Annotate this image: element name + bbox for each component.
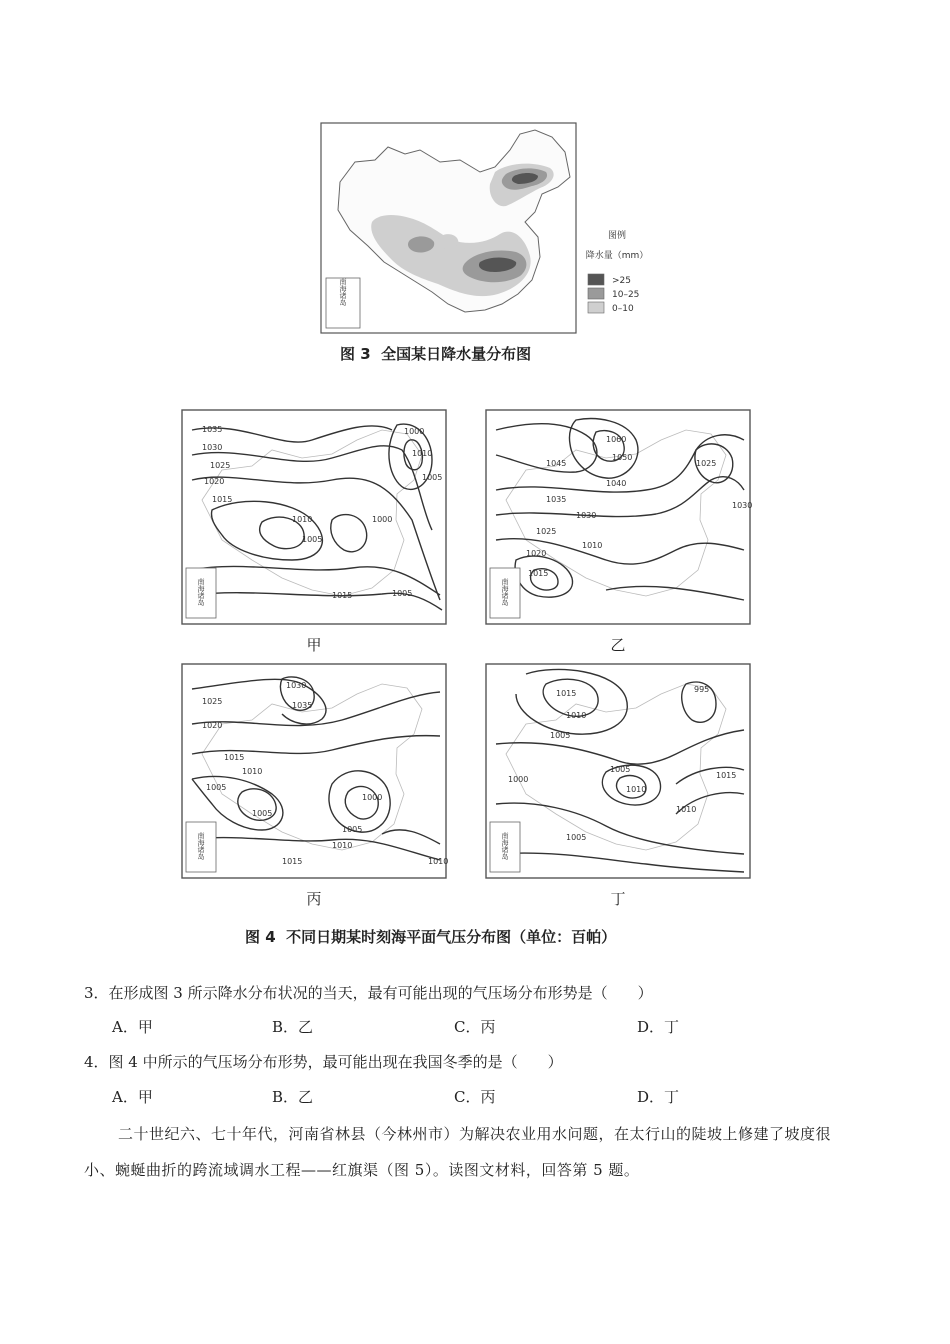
question-3-option-c[interactable]: C．丙: [454, 1018, 496, 1036]
question-3-option-d[interactable]: D．丁: [637, 1018, 680, 1036]
isobar-value-label: 1010: [428, 857, 449, 866]
isobar-value-label: 1010: [292, 515, 313, 524]
fig3-legend-label: 0–10: [612, 304, 634, 314]
isobar-value-label: 1005: [610, 765, 631, 774]
isobar-value-label: 1010: [582, 541, 603, 550]
isobar-value-label: 1005: [206, 783, 227, 792]
fig3-legend-title: 图例: [607, 231, 627, 241]
inset-label: 南海诸岛: [501, 832, 509, 860]
passage-line-1: 二十世纪六、七十年代，河南省林县（今林州市）为解决农业用水问题，在太行山的陡坡上修建了坡度很: [118, 1125, 832, 1143]
fig3-inset-label: 南海诸岛: [339, 278, 347, 306]
panel-label: 乙: [610, 636, 626, 654]
isobar-value-label: 1005: [392, 589, 413, 598]
isobar-value-label: 1005: [566, 833, 587, 842]
isobar-value-label: 1005: [550, 731, 571, 740]
isobar-value-label: 1060: [606, 435, 627, 444]
question-3-option-b[interactable]: B．乙: [272, 1018, 314, 1036]
question-3-option-a[interactable]: A．甲: [112, 1018, 153, 1036]
isobar-value-label: 1010: [412, 449, 433, 458]
isobar-value-label: 1025: [210, 461, 231, 470]
isobar-value-label: 1005: [252, 809, 273, 818]
isobar-value-label: 1000: [508, 775, 529, 784]
isobar-value-label: 1015: [716, 771, 737, 780]
fig3-legend-swatch: [588, 274, 604, 285]
question-4-option-c[interactable]: C．丙: [454, 1088, 496, 1106]
isobar-value-label: 1010: [332, 841, 353, 850]
isobar-panel-4: [486, 664, 750, 878]
isobar-panel-3: [182, 664, 448, 878]
isobar-value-label: 1035: [292, 701, 313, 710]
isobar-value-label: 1030: [732, 501, 753, 510]
isobar-value-label: 1000: [362, 793, 383, 802]
isobar-value-label: 1020: [202, 721, 223, 730]
isobar-value-label: 1005: [422, 473, 443, 482]
isobar-value-label: 1005: [342, 825, 363, 834]
isobar-value-label: 1045: [546, 459, 567, 468]
isobar-value-label: 1005: [302, 535, 323, 544]
isobar-value-label: 1025: [536, 527, 557, 536]
fig3-legend-label: >25: [612, 276, 631, 286]
panel-label: 丙: [306, 890, 322, 908]
isobar-value-label: 1015: [332, 591, 353, 600]
passage-line-2: 小、蜿蜒曲折的跨流域调水工程——红旗渠（图 5）。读图文材料，回答第 5 题。: [84, 1161, 640, 1179]
isobar-panel-2: [486, 410, 752, 624]
figure-3-caption: 图 3 全国某日降水量分布图: [340, 345, 532, 363]
question-4-option-d[interactable]: D．丁: [637, 1088, 680, 1106]
isobar-value-label: 1035: [546, 495, 567, 504]
isobar-value-label: 1025: [202, 697, 223, 706]
figure-3-precip-map: [320, 122, 660, 334]
isobar-value-label: 1030: [576, 511, 597, 520]
fig3-legend-label: 10–25: [612, 290, 640, 300]
isobar-value-label: 1015: [282, 857, 303, 866]
isobar-value-label: 1020: [526, 549, 547, 558]
isobar-value-label: 1030: [202, 443, 223, 452]
fig3-legend: [588, 274, 639, 314]
panel-label: 甲: [306, 636, 322, 654]
fig3-legend-subtitle: 降水量（mm）: [585, 251, 649, 261]
isobar-value-label: 1040: [606, 479, 627, 488]
isobar-value-label: 1015: [556, 689, 577, 698]
isobar-value-label: 1020: [204, 477, 225, 486]
isobar-value-label: 1010: [626, 785, 647, 794]
isobar-value-label: 1035: [202, 425, 223, 434]
inset-label: 南海诸岛: [501, 578, 509, 606]
isobar-value-label: 1015: [528, 569, 549, 578]
question-4-option-a[interactable]: A．甲: [112, 1088, 153, 1106]
isobar-panel-1: [182, 410, 446, 624]
isobar-value-label: 995: [694, 685, 710, 694]
fig3-legend-swatch: [588, 302, 604, 313]
isobar-value-label: 1030: [286, 681, 307, 690]
figure-4-caption: 图 4 不同日期某时刻海平面气压分布图（单位：百帕）: [245, 928, 617, 946]
inset-label: 南海诸岛: [197, 578, 205, 606]
isobar-value-label: 1010: [566, 711, 587, 720]
isobar-value-label: 1010: [242, 767, 263, 776]
fig3-legend-swatch: [588, 288, 604, 299]
question-4-stem: 4．图 4 中所示的气压场分布形势，最可能出现在我国冬季的是（ ）: [84, 1053, 563, 1071]
isobar-value-label: 1010: [676, 805, 697, 814]
panel-label: 丁: [610, 890, 626, 908]
isobar-value-label: 1000: [404, 427, 425, 436]
question-4-option-b[interactable]: B．乙: [272, 1088, 314, 1106]
isobar-value-label: 1050: [612, 453, 633, 462]
isobar-value-label: 1015: [212, 495, 233, 504]
isobar-value-label: 1000: [372, 515, 393, 524]
inset-label: 南海诸岛: [197, 832, 205, 860]
isobar-value-label: 1015: [224, 753, 245, 762]
figure-4: [180, 408, 755, 908]
figure-4-panels: [180, 408, 755, 908]
question-3-stem: 3．在形成图 3 所示降水分布状况的当天，最有可能出现的气压场分布形势是（ ）: [84, 984, 653, 1002]
isobar-value-label: 1025: [696, 459, 717, 468]
